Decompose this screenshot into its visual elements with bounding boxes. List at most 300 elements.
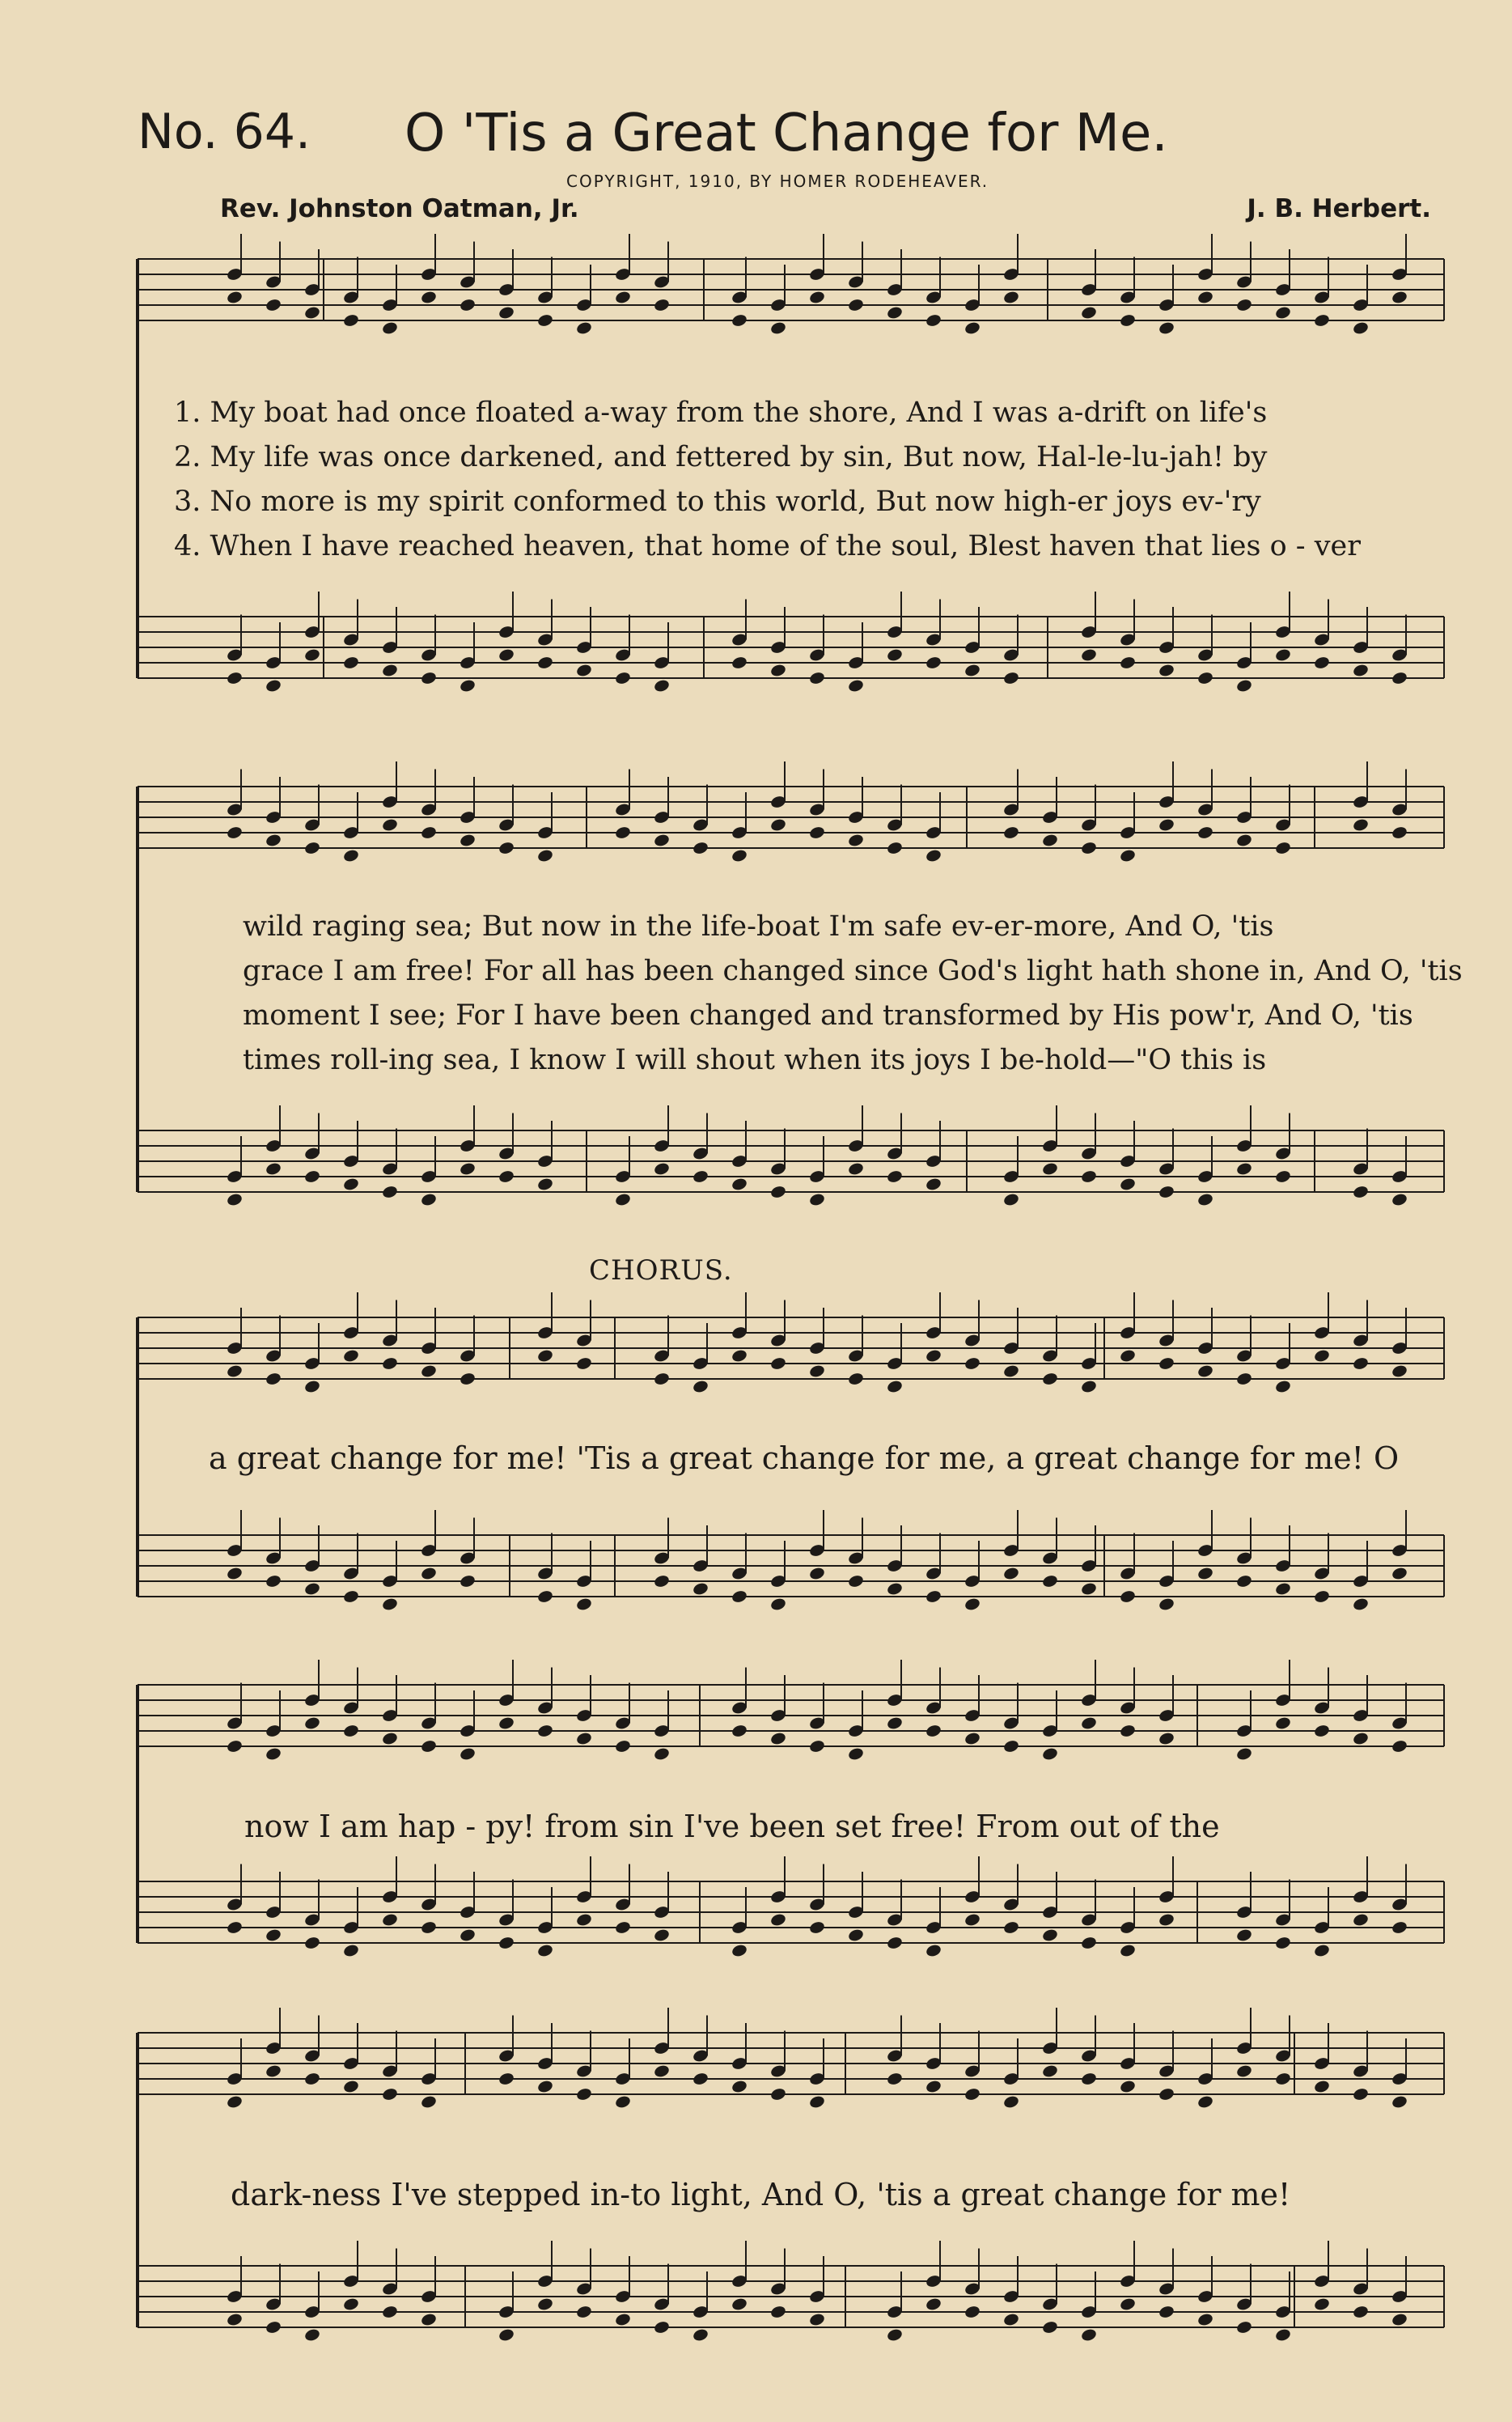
note-head bbox=[1196, 2312, 1213, 2327]
note-head bbox=[808, 1364, 825, 1378]
note-head bbox=[1158, 320, 1175, 335]
note-head bbox=[226, 1739, 243, 1754]
note-head bbox=[1352, 2305, 1369, 2319]
note-head bbox=[692, 1379, 709, 1393]
note-head bbox=[459, 678, 476, 693]
note-head bbox=[1274, 647, 1291, 662]
note-head bbox=[575, 2305, 592, 2319]
note-head bbox=[692, 2327, 709, 2342]
note-head bbox=[1080, 1716, 1097, 1730]
note-head bbox=[303, 1581, 320, 1596]
note-head bbox=[1002, 1920, 1019, 1935]
note-head bbox=[692, 1581, 709, 1596]
note-head bbox=[381, 1356, 398, 1371]
note-head bbox=[1002, 671, 1019, 685]
chorus-line: now I am hap - py! from sin I've been set free! From out of the bbox=[244, 1809, 1220, 1844]
note-head bbox=[1391, 671, 1408, 685]
note-head bbox=[1352, 320, 1369, 335]
note-head bbox=[1002, 825, 1019, 840]
note-head bbox=[1274, 2327, 1291, 2342]
note-head bbox=[1235, 1746, 1252, 1761]
note-head bbox=[1119, 313, 1136, 328]
note-head bbox=[1002, 2312, 1019, 2327]
note-head bbox=[1196, 825, 1213, 840]
note-head bbox=[1002, 2094, 1019, 2109]
note-head bbox=[964, 1912, 980, 1927]
note-head bbox=[1119, 655, 1136, 670]
note-head bbox=[1391, 1192, 1408, 1207]
note-head bbox=[731, 313, 748, 328]
note-head bbox=[808, 290, 825, 304]
note-head bbox=[1196, 1566, 1213, 1580]
note-head bbox=[769, 2087, 786, 2102]
note-head bbox=[303, 841, 320, 855]
note-head bbox=[925, 1589, 942, 1604]
note-head bbox=[731, 1348, 748, 1363]
note-head bbox=[498, 647, 515, 662]
note-head bbox=[769, 320, 786, 335]
note-head bbox=[1391, 1364, 1408, 1378]
verse-continuation: grace I am free! For all has been changed since God's light hath shone in, And O, 'tis bbox=[243, 955, 1463, 987]
note-head bbox=[265, 1161, 282, 1176]
chorus-line: a great change for me! 'Tis a great change for me, a great change for me! O bbox=[209, 1440, 1400, 1476]
verse-continuation: moment I see; For I have been changed and transformed by His pow'r, And O, 'tis bbox=[243, 999, 1413, 1032]
note-head bbox=[925, 313, 942, 328]
note-head bbox=[303, 1936, 320, 1950]
note-head bbox=[808, 825, 825, 840]
note-head bbox=[847, 298, 864, 312]
note-head bbox=[536, 313, 553, 328]
note-head bbox=[420, 1192, 437, 1207]
note-head bbox=[342, 313, 359, 328]
note-head bbox=[614, 290, 631, 304]
note-head bbox=[1352, 1731, 1369, 1745]
note-head bbox=[420, 2312, 437, 2327]
note-head bbox=[342, 848, 359, 863]
note-head bbox=[265, 298, 282, 312]
note-head bbox=[769, 1185, 786, 1199]
note-head bbox=[731, 1589, 748, 1604]
note-head bbox=[1274, 1936, 1291, 1950]
note-head bbox=[1391, 2312, 1408, 2327]
note-head bbox=[614, 1920, 631, 1935]
note-head bbox=[342, 1589, 359, 1604]
verse-line: 2. My life was once darkened, and fettered by sin, But now, Hal-le-lu-jah! by bbox=[174, 441, 1268, 473]
note-head bbox=[808, 671, 825, 685]
note-head bbox=[1158, 2305, 1175, 2319]
note-head bbox=[1391, 1920, 1408, 1935]
note-head bbox=[1313, 1724, 1330, 1738]
note-head bbox=[381, 1912, 398, 1927]
note-head bbox=[1235, 1928, 1252, 1942]
note-head bbox=[925, 2297, 942, 2311]
note-head bbox=[1352, 1912, 1369, 1927]
note-head bbox=[769, 663, 786, 677]
note-head bbox=[265, 1928, 282, 1942]
note-head bbox=[226, 671, 243, 685]
chorus-line: dark-ness I've stepped in-to light, And O, 'tis a great change for me! bbox=[231, 2177, 1291, 2212]
note-head bbox=[459, 1161, 476, 1176]
note-head bbox=[1041, 1372, 1058, 1386]
note-head bbox=[692, 2072, 709, 2086]
note-head bbox=[536, 1589, 553, 1604]
note-head bbox=[342, 2297, 359, 2311]
note-head bbox=[964, 2087, 980, 2102]
note-head bbox=[847, 1928, 864, 1942]
note-head bbox=[303, 2327, 320, 2342]
note-head bbox=[1352, 1597, 1369, 1611]
note-head bbox=[886, 1581, 903, 1596]
note-head bbox=[1080, 2072, 1097, 2086]
note-head bbox=[692, 1169, 709, 1184]
note-head bbox=[653, 1161, 670, 1176]
note-head bbox=[1196, 1192, 1213, 1207]
note-head bbox=[692, 841, 709, 855]
note-head bbox=[731, 1177, 748, 1191]
note-head bbox=[925, 1943, 942, 1958]
note-head bbox=[731, 2297, 748, 2311]
note-head bbox=[420, 2094, 437, 2109]
note-head bbox=[769, 1356, 786, 1371]
note-head bbox=[342, 1724, 359, 1738]
hymn-number: No. 64. bbox=[138, 104, 311, 160]
note-head bbox=[886, 1716, 903, 1730]
note-head bbox=[964, 1356, 980, 1371]
verse-line: 3. No more is my spirit conformed to this world, But now high-er joys ev-'ry bbox=[174, 486, 1261, 518]
note-head bbox=[1002, 1192, 1019, 1207]
note-head bbox=[1274, 1379, 1291, 1393]
note-head bbox=[731, 1943, 748, 1958]
note-head bbox=[614, 671, 631, 685]
note-head bbox=[536, 655, 553, 670]
note-head bbox=[653, 2320, 670, 2335]
note-head bbox=[1119, 2297, 1136, 2311]
note-head bbox=[381, 1731, 398, 1745]
note-head bbox=[847, 1746, 864, 1761]
note-head bbox=[420, 671, 437, 685]
note-head bbox=[1080, 2327, 1097, 2342]
note-head bbox=[226, 1920, 243, 1935]
note-head bbox=[536, 1724, 553, 1738]
note-head bbox=[1041, 833, 1058, 847]
note-head bbox=[536, 1348, 553, 1363]
note-head bbox=[459, 298, 476, 312]
note-head bbox=[1119, 1348, 1136, 1363]
note-head bbox=[886, 305, 903, 320]
note-head bbox=[731, 655, 748, 670]
note-head bbox=[614, 825, 631, 840]
note-head bbox=[420, 1364, 437, 1378]
note-head bbox=[265, 1574, 282, 1589]
note-head bbox=[1391, 1739, 1408, 1754]
note-head bbox=[614, 1192, 631, 1207]
note-head bbox=[731, 848, 748, 863]
note-head bbox=[1041, 2064, 1058, 2078]
note-head bbox=[886, 2072, 903, 2086]
composer: J. B. Herbert. bbox=[1247, 194, 1431, 223]
note-head bbox=[265, 1746, 282, 1761]
verse-line: 4. When I have reached heaven, that home of the soul, Blest haven that lies o - ver bbox=[174, 530, 1361, 562]
note-head bbox=[265, 2320, 282, 2335]
note-head bbox=[226, 290, 243, 304]
note-head bbox=[808, 2094, 825, 2109]
note-head bbox=[498, 1716, 515, 1730]
note-head bbox=[1041, 2320, 1058, 2335]
note-head bbox=[886, 1379, 903, 1393]
note-head bbox=[653, 1928, 670, 1942]
note-head bbox=[1158, 817, 1175, 832]
note-head bbox=[536, 1943, 553, 1958]
note-head bbox=[847, 833, 864, 847]
note-head bbox=[342, 2079, 359, 2093]
note-head bbox=[342, 1943, 359, 1958]
note-head bbox=[731, 2079, 748, 2093]
note-head bbox=[1235, 678, 1252, 693]
note-head bbox=[1196, 671, 1213, 685]
note-head bbox=[575, 1356, 592, 1371]
note-head bbox=[1391, 1566, 1408, 1580]
note-head bbox=[459, 1574, 476, 1589]
note-head bbox=[1274, 1581, 1291, 1596]
note-head bbox=[265, 678, 282, 693]
note-head bbox=[1274, 841, 1291, 855]
note-head bbox=[420, 825, 437, 840]
note-head bbox=[459, 1746, 476, 1761]
note-head bbox=[1313, 1589, 1330, 1604]
note-head bbox=[653, 833, 670, 847]
note-head bbox=[1002, 1364, 1019, 1378]
note-head bbox=[1196, 290, 1213, 304]
note-head bbox=[1080, 647, 1097, 662]
note-head bbox=[381, 663, 398, 677]
note-head bbox=[303, 1716, 320, 1730]
note-head bbox=[459, 1372, 476, 1386]
note-head bbox=[1352, 1356, 1369, 1371]
note-head bbox=[1041, 1746, 1058, 1761]
note-head bbox=[1196, 2094, 1213, 2109]
note-head bbox=[303, 647, 320, 662]
note-head bbox=[886, 2327, 903, 2342]
note-head bbox=[847, 1574, 864, 1589]
note-head bbox=[1119, 848, 1136, 863]
note-head bbox=[653, 1574, 670, 1589]
note-head bbox=[1158, 663, 1175, 677]
note-head bbox=[226, 825, 243, 840]
note-head bbox=[1352, 817, 1369, 832]
note-head bbox=[1352, 663, 1369, 677]
note-head bbox=[1391, 290, 1408, 304]
note-head bbox=[575, 1912, 592, 1927]
note-head bbox=[1158, 1356, 1175, 1371]
note-head bbox=[769, 1597, 786, 1611]
note-head bbox=[1041, 1574, 1058, 1589]
note-head bbox=[653, 1372, 670, 1386]
note-head bbox=[1313, 2297, 1330, 2311]
note-head bbox=[381, 2305, 398, 2319]
note-head bbox=[808, 1192, 825, 1207]
note-head bbox=[265, 2064, 282, 2078]
note-head bbox=[1274, 2072, 1291, 2086]
note-head bbox=[925, 1724, 942, 1738]
note-head bbox=[420, 1566, 437, 1580]
note-head bbox=[1235, 833, 1252, 847]
note-head bbox=[536, 2297, 553, 2311]
note-head bbox=[342, 1177, 359, 1191]
note-head bbox=[1313, 655, 1330, 670]
note-head bbox=[575, 320, 592, 335]
note-head bbox=[964, 2305, 980, 2319]
note-head bbox=[226, 1364, 243, 1378]
note-head bbox=[1196, 1364, 1213, 1378]
note-head bbox=[381, 320, 398, 335]
note-head bbox=[1080, 1379, 1097, 1393]
note-head bbox=[808, 2312, 825, 2327]
note-head bbox=[1158, 2087, 1175, 2102]
note-head bbox=[420, 290, 437, 304]
verse-continuation: times roll-ing sea, I know I will shout when its joys I be-hold—"O this is bbox=[243, 1044, 1267, 1076]
note-head bbox=[536, 1177, 553, 1191]
note-head bbox=[769, 2305, 786, 2319]
note-head bbox=[381, 817, 398, 832]
note-head bbox=[1235, 298, 1252, 312]
note-head bbox=[925, 2079, 942, 2093]
note-head bbox=[1352, 2087, 1369, 2102]
note-head bbox=[1002, 290, 1019, 304]
note-head bbox=[575, 663, 592, 677]
note-head bbox=[653, 678, 670, 693]
note-head bbox=[1158, 1731, 1175, 1745]
note-head bbox=[925, 655, 942, 670]
note-head bbox=[731, 1724, 748, 1738]
note-head bbox=[381, 2087, 398, 2102]
note-head bbox=[1119, 1589, 1136, 1604]
note-head bbox=[1080, 1581, 1097, 1596]
note-head bbox=[342, 1348, 359, 1363]
note-head bbox=[1235, 2320, 1252, 2335]
note-head bbox=[1119, 2079, 1136, 2093]
note-head bbox=[265, 833, 282, 847]
note-head bbox=[420, 1920, 437, 1935]
note-head bbox=[1080, 1169, 1097, 1184]
note-head bbox=[381, 1597, 398, 1611]
note-head bbox=[1002, 1566, 1019, 1580]
verse-line: 1. My boat had once floated a-way from the shore, And I was a-drift on life's bbox=[174, 397, 1268, 429]
note-head bbox=[498, 841, 515, 855]
note-head bbox=[498, 305, 515, 320]
note-head bbox=[265, 1372, 282, 1386]
note-head bbox=[1041, 1161, 1058, 1176]
note-head bbox=[614, 2312, 631, 2327]
note-head bbox=[226, 2312, 243, 2327]
note-head bbox=[1002, 1739, 1019, 1754]
note-head bbox=[342, 655, 359, 670]
note-head bbox=[575, 1731, 592, 1745]
note-head bbox=[964, 320, 980, 335]
note-head bbox=[1274, 1169, 1291, 1184]
note-head bbox=[614, 2094, 631, 2109]
note-head bbox=[1119, 1943, 1136, 1958]
note-head bbox=[536, 848, 553, 863]
note-head bbox=[653, 1746, 670, 1761]
copyright-notice: COPYRIGHT, 1910, BY HOMER RODEHEAVER. bbox=[566, 172, 989, 191]
note-head bbox=[925, 1177, 942, 1191]
note-head bbox=[1119, 1724, 1136, 1738]
note-head bbox=[925, 1348, 942, 1363]
note-head bbox=[1352, 1185, 1369, 1199]
note-head bbox=[575, 2087, 592, 2102]
note-head bbox=[1119, 1177, 1136, 1191]
hymn-title: O 'Tis a Great Change for Me. bbox=[404, 104, 1168, 163]
note-head bbox=[226, 1192, 243, 1207]
note-head bbox=[498, 2327, 515, 2342]
note-head bbox=[303, 1169, 320, 1184]
note-head bbox=[303, 2072, 320, 2086]
note-head bbox=[226, 1566, 243, 1580]
note-head bbox=[1235, 1574, 1252, 1589]
note-head bbox=[808, 1566, 825, 1580]
note-head bbox=[498, 2072, 515, 2086]
note-head bbox=[925, 848, 942, 863]
note-head bbox=[769, 817, 786, 832]
note-head bbox=[1313, 313, 1330, 328]
note-head bbox=[964, 663, 980, 677]
chorus-label: CHORUS. bbox=[589, 1254, 733, 1287]
note-head bbox=[769, 1731, 786, 1745]
note-head bbox=[1313, 1943, 1330, 1958]
note-head bbox=[1235, 1372, 1252, 1386]
note-head bbox=[886, 1169, 903, 1184]
note-head bbox=[381, 1185, 398, 1199]
note-head bbox=[964, 1597, 980, 1611]
note-head bbox=[808, 1920, 825, 1935]
note-head bbox=[303, 305, 320, 320]
note-head bbox=[653, 2064, 670, 2078]
note-head bbox=[226, 2094, 243, 2109]
lyricist: Rev. Johnston Oatman, Jr. bbox=[220, 194, 579, 223]
note-head bbox=[1313, 1348, 1330, 1363]
note-head bbox=[1274, 1716, 1291, 1730]
note-head bbox=[1158, 1185, 1175, 1199]
note-head bbox=[1080, 1936, 1097, 1950]
note-head bbox=[303, 1379, 320, 1393]
verse-continuation: wild raging sea; But now in the life-boat I'm safe ev-er-more, And O, 'tis bbox=[243, 910, 1274, 943]
note-head bbox=[1041, 1928, 1058, 1942]
note-head bbox=[847, 678, 864, 693]
note-head bbox=[498, 1936, 515, 1950]
note-head bbox=[420, 1739, 437, 1754]
note-head bbox=[1391, 2094, 1408, 2109]
note-head bbox=[1313, 2079, 1330, 2093]
note-head bbox=[886, 841, 903, 855]
note-head bbox=[769, 1912, 786, 1927]
note-head bbox=[536, 2079, 553, 2093]
note-head bbox=[1158, 1597, 1175, 1611]
note-head bbox=[614, 1739, 631, 1754]
note-head bbox=[847, 1372, 864, 1386]
note-head bbox=[575, 1597, 592, 1611]
note-head bbox=[1391, 825, 1408, 840]
note-head bbox=[653, 298, 670, 312]
note-head bbox=[847, 1161, 864, 1176]
note-head bbox=[498, 1169, 515, 1184]
note-head bbox=[1235, 2064, 1252, 2078]
note-head bbox=[459, 1928, 476, 1942]
note-head bbox=[1274, 305, 1291, 320]
note-head bbox=[886, 647, 903, 662]
note-head bbox=[1235, 1161, 1252, 1176]
note-head bbox=[808, 1739, 825, 1754]
note-head bbox=[1080, 841, 1097, 855]
